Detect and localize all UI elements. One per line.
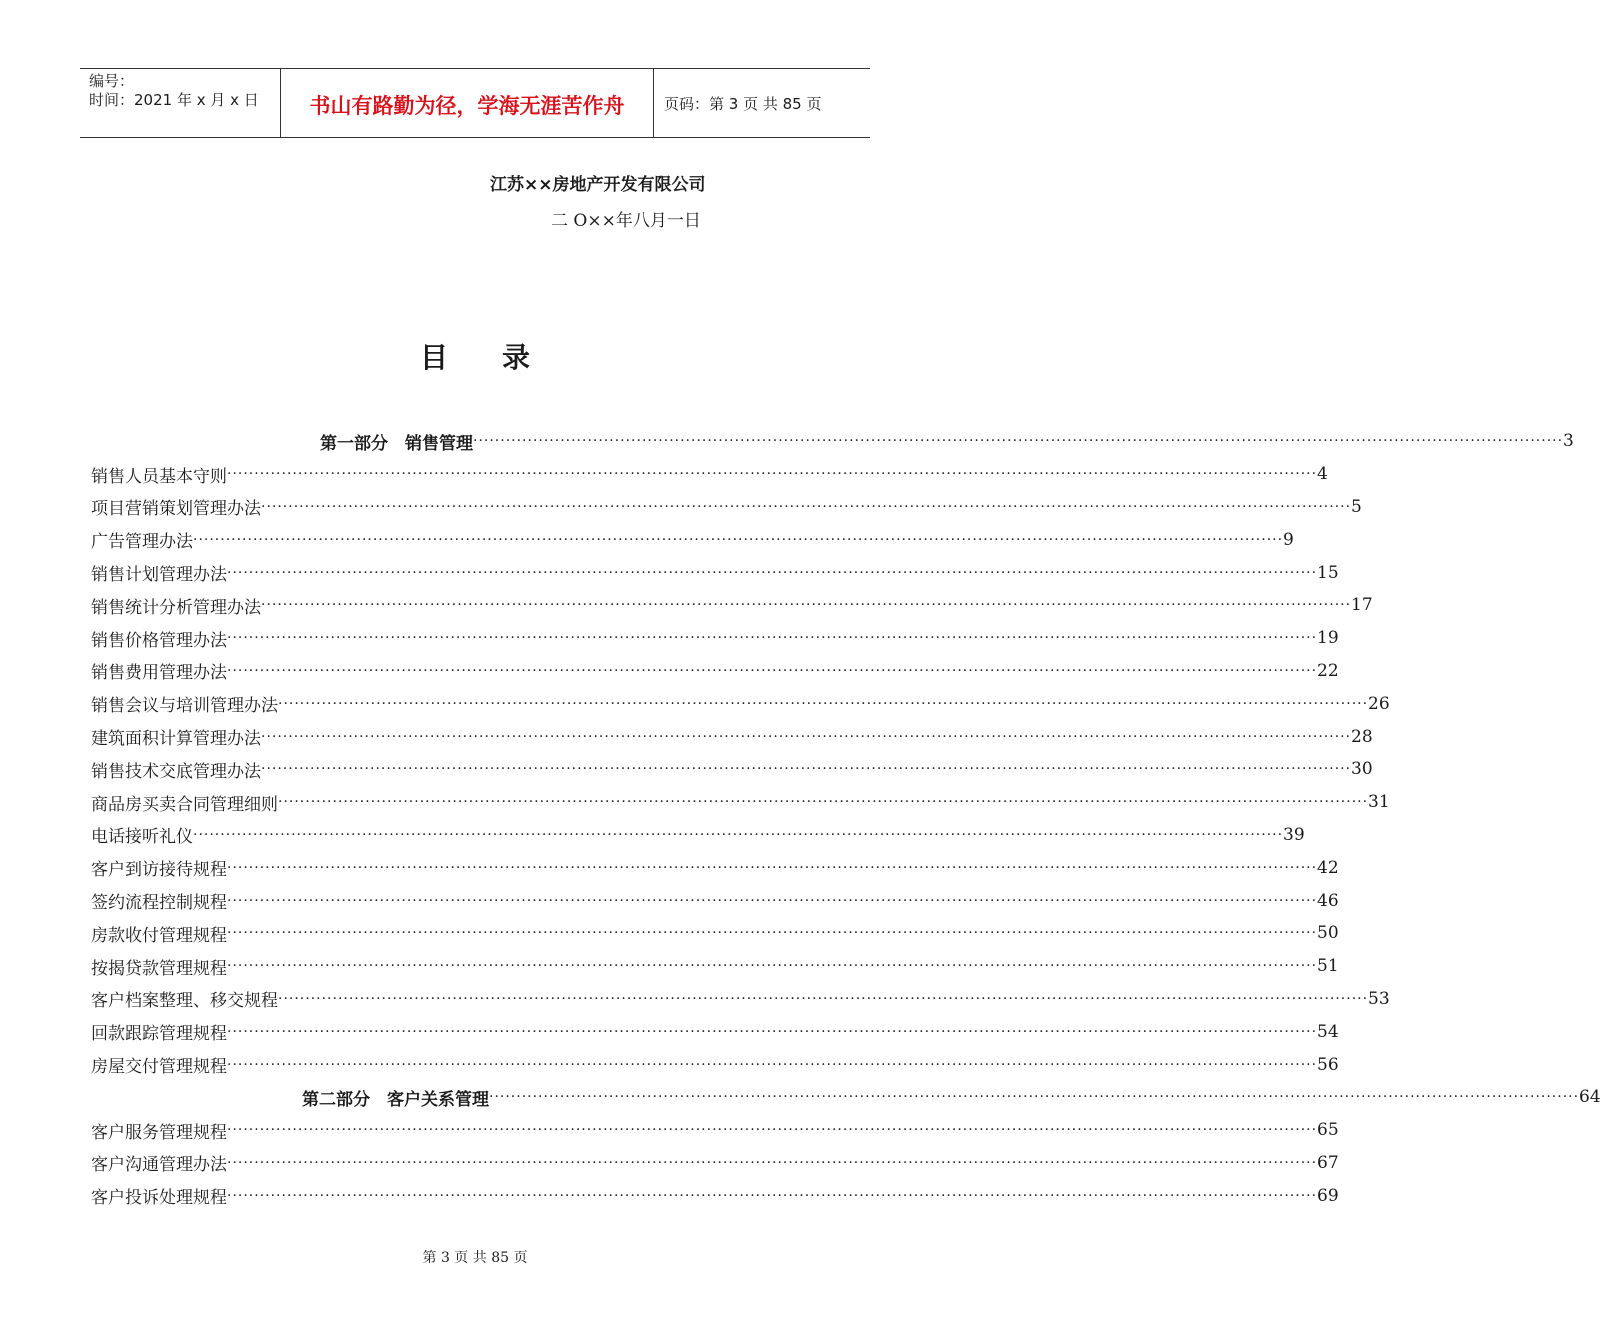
toc-entry-page: 46 [1317,890,1339,911]
toc-entry-row[interactable] [91,1147,1339,1180]
toc-entry-page: 31 [1368,792,1390,813]
toc-entry-page: 17 [1351,595,1373,616]
toc-entry-label: 销售计划管理办法 [91,565,227,586]
toc-entry-page: 22 [1317,660,1339,681]
toc-entry-row[interactable] [91,1048,1339,1081]
toc-entry-label: 电话接听礼仪 [91,827,193,848]
toc-leader-dots: ········································································································································································································ [227,859,1318,876]
toc-leader-dots: ········································································································································································································ [227,1023,1318,1040]
toc-entry-row[interactable] [91,983,1390,1016]
document-time: 时间：2021 年 x 月 x 日 [89,91,259,109]
toc-entry-row[interactable] [91,655,1339,688]
toc-entry-label: 销售费用管理办法 [91,663,227,684]
toc-entry-page: 9 [1283,529,1294,550]
toc-entry-page: 19 [1317,628,1339,649]
toc-entry-row[interactable] [91,491,1362,524]
toc-entry-page: 53 [1368,988,1390,1009]
toc-section-row[interactable] [91,1081,1601,1114]
toc-entry-row[interactable] [91,458,1328,491]
toc-entry-page: 67 [1317,1152,1339,1173]
toc-leader-dots: ········································································································································································································ [193,826,1284,843]
toc-entry-label: 客户档案整理、移交规程 [91,991,278,1012]
table-of-contents [91,425,1601,1212]
toc-entry-page: 56 [1317,1054,1339,1075]
page-footer: 第 3 页 共 85 页 [422,1250,528,1266]
toc-entry-row[interactable] [91,556,1339,589]
toc-entry-label: 销售人员基本守则 [91,466,227,487]
toc-entry-row[interactable] [91,589,1373,622]
toc-entry-page: 64 [1579,1087,1601,1108]
toc-leader-dots: ········································································································································································································ [489,1089,1580,1106]
toc-leader-dots: ········································································································································································································ [227,564,1318,581]
toc-leader-dots: ········································································································································································································ [227,892,1318,909]
toc-entry-page: 30 [1351,759,1373,780]
toc-entry-label: 回款跟踪管理规程 [91,1024,227,1045]
toc-entry-row[interactable] [91,851,1339,884]
toc-entry-row[interactable] [91,1114,1339,1147]
toc-leader-dots: ········································································································································································································ [227,1154,1318,1171]
toc-entry-label: 客户投诉处理规程 [91,1188,227,1209]
toc-leader-dots: ········································································································································································································ [261,728,1352,745]
toc-entry-page: 39 [1283,824,1305,845]
toc-entry-row[interactable] [91,884,1339,917]
toc-entry-row[interactable] [91,786,1390,819]
toc-entry-row[interactable] [91,917,1339,950]
header-page-info: 页码：第 3 页 共 85 页 [664,94,822,113]
toc-leader-dots: ········································································································································································································ [261,761,1352,778]
toc-entry-label: 第二部分 客户关系管理 [302,1089,489,1110]
document-date: 二 O××年八月一日 [551,211,701,231]
toc-leader-dots: ········································································································································································································ [227,1056,1318,1073]
toc-entry-page: 54 [1317,1021,1339,1042]
toc-leader-dots: ········································································································································································································ [227,466,1318,483]
toc-entry-row[interactable] [91,819,1305,852]
toc-entry-label: 销售价格管理办法 [91,630,227,651]
toc-entry-row[interactable] [91,687,1390,720]
toc-section-row[interactable] [91,425,1574,458]
toc-entry-label: 广告管理办法 [91,532,193,553]
toc-entry-label: 客户到访接待规程 [91,860,227,881]
toc-leader-dots: ········································································································································································································ [227,1122,1318,1139]
toc-leader-dots: ········································································································································································································ [227,630,1318,647]
toc-leader-dots: ········································································································································································································ [278,794,1369,811]
toc-entry-row[interactable] [91,1179,1339,1212]
header-meta [80,69,281,137]
toc-entry-page: 5 [1351,496,1362,517]
toc-entry-page: 26 [1368,693,1390,714]
toc-entry-page: 28 [1351,726,1373,747]
toc-entry-row[interactable] [91,1015,1339,1048]
toc-entry-row[interactable] [91,622,1339,655]
toc-entry-row[interactable] [91,950,1339,983]
toc-entry-page: 51 [1317,956,1339,977]
toc-entry-row[interactable] [91,523,1294,556]
toc-entry-page: 4 [1317,464,1328,485]
toc-entry-label: 销售会议与培训管理办法 [91,696,278,717]
toc-title: 目录 [419,341,584,374]
toc-entry-label: 按揭贷款管理规程 [91,958,227,979]
toc-entry-label: 房款收付管理规程 [91,925,227,946]
toc-leader-dots: ········································································································································································································ [193,531,1284,548]
toc-entry-label: 签约流程控制规程 [91,893,227,914]
toc-entry-label: 项目营销策划管理办法 [91,499,261,520]
toc-entry-page: 42 [1317,857,1339,878]
toc-entry-label: 销售统计分析管理办法 [91,597,261,618]
toc-entry-row[interactable] [91,753,1373,786]
toc-entry-label: 建筑面积计算管理办法 [91,729,261,750]
toc-leader-dots: ········································································································································································································ [227,1187,1318,1204]
toc-entry-label: 销售技术交底管理办法 [91,761,261,782]
toc-leader-dots: ········································································································································································································ [261,498,1352,515]
toc-entry-label: 第一部分 销售管理 [320,433,473,454]
toc-leader-dots: ········································································································································································································ [278,695,1369,712]
toc-entry-row[interactable] [91,720,1373,753]
toc-entry-label: 客户沟通管理办法 [91,1155,227,1176]
toc-entry-label: 商品房买卖合同管理细则 [91,794,278,815]
toc-entry-page: 69 [1317,1185,1339,1206]
header-motto: 书山有路勤为径，学海无涯苦作舟 [281,69,654,137]
company-name: 江苏××房地产开发有限公司 [490,175,706,195]
toc-leader-dots: ········································································································································································································ [227,662,1318,679]
toc-leader-dots: ········································································································································································································ [227,958,1318,975]
toc-entry-page: 15 [1317,562,1339,583]
toc-entry-page: 65 [1317,1120,1339,1141]
toc-entry-label: 房屋交付管理规程 [91,1057,227,1078]
toc-entry-label: 客户服务管理规程 [91,1122,227,1143]
toc-entry-page: 50 [1317,923,1339,944]
toc-leader-dots: ········································································································································································································ [278,990,1369,1007]
page-header [80,68,870,138]
toc-leader-dots: ········································································································································································································ [473,433,1564,450]
toc-leader-dots: ········································································································································································································ [227,925,1318,942]
toc-entry-page: 3 [1563,431,1574,452]
toc-leader-dots: ········································································································································································································ [261,597,1352,614]
document-number: 编号： [89,72,135,90]
